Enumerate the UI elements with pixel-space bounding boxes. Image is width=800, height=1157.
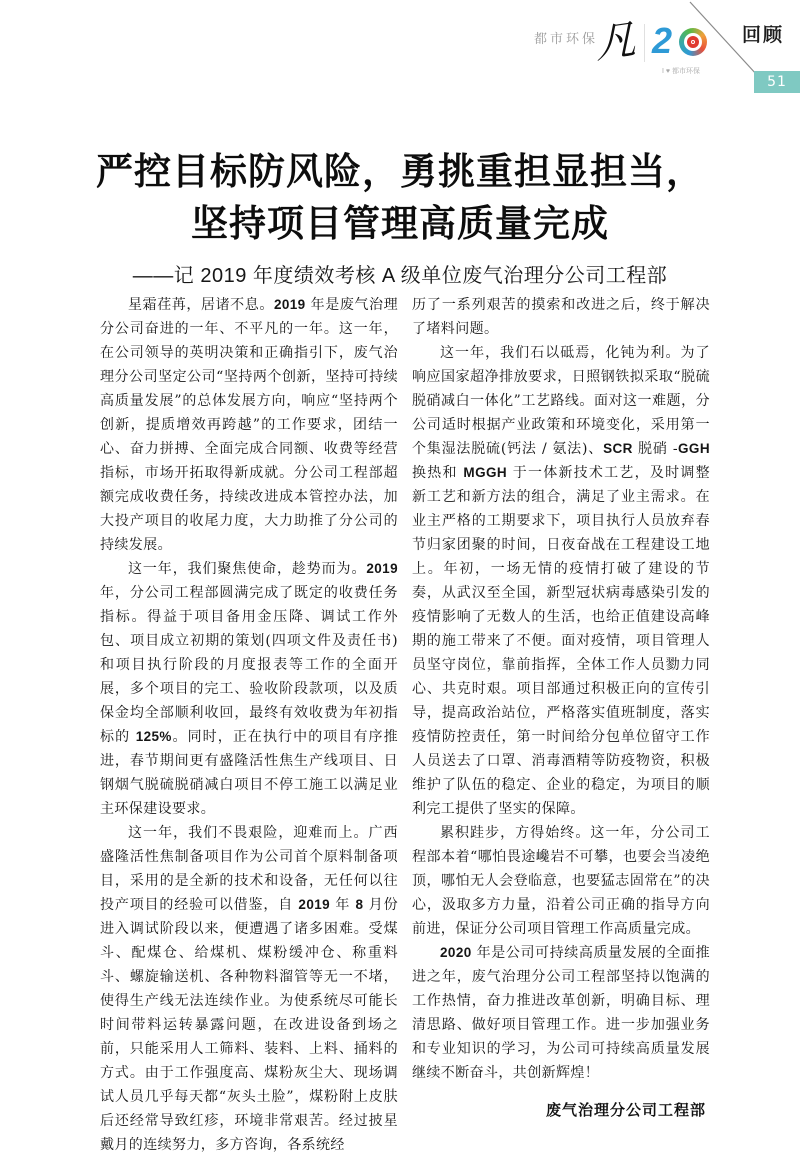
article-header xyxy=(0,146,800,288)
section-label: 回顾 xyxy=(742,25,785,46)
paragraph: 这一年，我们不畏艰险，迎难而上。广西盛隆活性焦制备项目作为公司首个原料制备项目，采用的是全新的技术和设备，无任何以往投产项目的经验可以借鉴，自 2019 年 8 月份进入调试阶段以来，便遭遇了诸多困难。受煤斗、配煤仓、给煤机、煤粉缓冲仓、称重料斗、螺旋输送机、各种物料溜管等无一不堵，使得生产线无法连续作业。为使系统尽可能长时间带料运转暴露问题，在改进设备到场之前，只能采用人工筛料、装料、上料、捅料的方式。由于工作强度高、煤粉灰尘大、现场调试人员几乎每天都“灰头土脸”，煤粉附上皮肤后还经常导致红疹，环境非常艰苦。经过披星戴月的连续努力，多方咨询，各系统经 xyxy=(100,825,398,1153)
article-title-line2: 坚持项目管理高质量完成 xyxy=(191,203,609,244)
brand-text: 都市环保 xyxy=(534,31,599,46)
anniversary-logo-tagline: I ♥ 都市环保 xyxy=(662,68,700,75)
article-title-line1: 严控目标防风险，勇挑重担显担当， xyxy=(96,151,704,192)
article-signature: 废气治理分公司工程部 xyxy=(545,1102,706,1119)
paragraph: 累积跬步，方得始终。这一年，分公司工程部本着“哪怕畏途巉岩不可攀，也要会当凌绝顶，哪怕无人会登临意，也要猛志固常在”的决心，汲取多方力量，沿着公司正确的指导方向前进，保证分公司项目管理工作高质量完成。 xyxy=(412,825,710,937)
paragraph: 这一年，我们聚焦使命，趁势而为。2019 年，分公司工程部圆满完成了既定的收费任务指标。得益于项目备用金压降、调试工作外包、项目成立初期的策划(四项文件及责任书)和项目执行阶段的月度报表等工作的全面开展，多个项目的完工、验收阶段款项，以及质保金均全部顺利收回，最终有效收费为年初指标的 125%。同时，正在执行中的项目有序推进，春节期间更有盛隆活性焦生产线项目、日钢烟气脱硫脱硝减白项目不停工施工以满足业主环保建设要求。 xyxy=(100,561,398,817)
column-right xyxy=(412,293,710,1157)
anniversary-logo-digit: 2 xyxy=(652,20,673,61)
article-body xyxy=(100,293,710,1157)
column-left xyxy=(100,293,398,1157)
paragraph: 这一年，我们石以砥焉，化钝为利。为了响应国家超净排放要求，日照钢铁拟采取“脱硫脱硝减白一体化”工艺路线。面对这一难题，分公司适时根据产业政策和环境变化，采用第一个集湿法脱硫(钙法 / 氨法)、SCR 脱硝 -GGH 换热和 MGGH 于一体新技术工艺，及时调整新工艺和新方法的组合，满足了业主需求。在业主严格的工期要求下，项目执行人员放弃春节归家团聚的时间，日夜奋战在工程建设工地上。年初，一场无情的疫情打破了建设的节奏，从武汉至全国，新型冠状病毒感染引发的疫情影响了无数人的生活，也给正值建设高峰期的施工带来了不便。面对疫情，项目管理人员坚守岗位，靠前指挥，全体工作人员勠力同心、共克时艰。项目部通过积极正向的宣传引导，提高政治站位，严格落实值班制度，落实疫情防控责任，第一时间给分包单位留守工作人员送去了口罩、消毒酒精等防疫物资，积极维护了队伍的稳定、企业的稳定，为项目的顺利完工提供了坚实的保障。 xyxy=(412,345,710,817)
paragraph: 星霜荏苒，居诸不息。2019 年是废气治理分公司奋进的一年、不平凡的一年。这一年，在公司领导的英明决策和正确指引下，废气治理分公司坚定公司“坚持两个创新，坚持可持续高质量发展”的总体发展方向，响应“坚持两个创新，提质增效再跨越”的工作要求，团结一心、奋力拼搏、全面完成合同额、收费等经营指标，市场开拓取得新成就。分公司工程部超额完成收费任务，持续改进成本管控办法，加大投产项目的收尾力度，大力助推了分公司的持续发展。 xyxy=(100,297,399,553)
header-divider xyxy=(644,24,645,62)
article-subtitle: ——记 2019 年度绩效考核 A 级单位废气治理分公司工程部 xyxy=(132,265,668,287)
paragraph: 2020 年是公司可持续高质量发展的全面推进之年，废气治理分公司工程部坚持以饱满的工作热情，奋力推进改革创新，明确目标、理清思路、做好项目管理工作。进一步加强业务和专业知识的学习，为公司可持续高质量发展继续不断奋斗，共创新辉煌！ xyxy=(412,945,710,1081)
brand-calligraphy-mark: 凡 xyxy=(595,16,637,68)
paragraph: 历了一系列艰苦的摸索和改进之后，终于解决了堵料问题。 xyxy=(412,297,710,337)
page-number-badge: 51 xyxy=(754,71,800,93)
